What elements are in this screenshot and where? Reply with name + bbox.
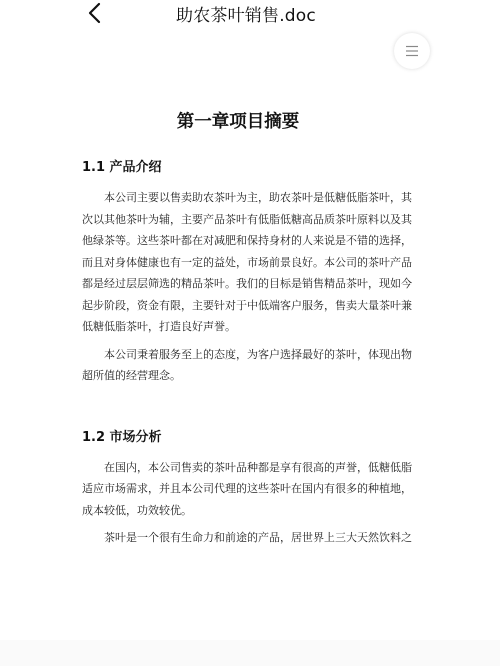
menu-icon: [405, 45, 419, 57]
document-content: [82, 108, 412, 549]
menu-button[interactable]: [394, 33, 430, 69]
paragraph: 茶叶是一个很有生命力和前途的产品，居世界上三大天然饮料之: [104, 531, 412, 544]
paragraph: 在国内，本公司售卖的茶叶品种都是享有很高的声誉，低糖低脂适应市场需求，并且本公司代理的这些茶叶在国内有很多的种植地，成本较低，功效较优。: [82, 460, 412, 517]
chapter-title: 第一章项目摘要: [176, 112, 300, 132]
paragraph: 本公司主要以售卖助农茶叶为主，助农茶叶是低糖低脂茶叶，其次以其他茶叶为辅，主要产品茶叶有低脂低糖高品质茶叶原料以及其他绿茶等。这些茶叶都在对减肥和保持身材的人来说是不错的选择，而且对身体健康也有一定的益处，市场前景良好。本公司的茶叶产品都是经过层层筛选的精品茶叶。我们的目标是销售精品茶叶，现如今起步阶段，资金有限，主要针对于中低端客户服务，售卖大量茶叶兼低糖低脂茶叶，打造良好声誉。: [82, 191, 412, 333]
back-button[interactable]: [82, 0, 108, 26]
paragraph: 本公司秉着服务至上的态度，为客户选择最好的茶叶，体现出物超所值的经营理念。: [82, 347, 412, 382]
bottom-area: [0, 640, 500, 666]
document-title: 助农茶叶销售.doc: [176, 6, 316, 26]
section-title: 1.2 市场分析: [82, 429, 162, 445]
section-title: 1.1 产品介绍: [82, 160, 162, 175]
chevron-left-icon: [86, 2, 104, 24]
